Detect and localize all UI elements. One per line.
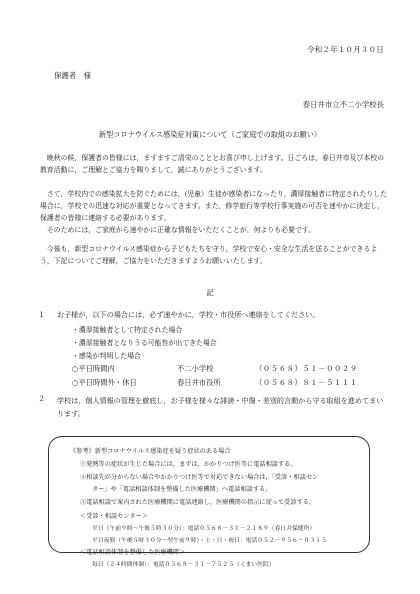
- item-text-2: 学校は，個人情報の管理を徹底し，お子様を様々な誹謗・中傷・差別的言動から守る取組を進めてまいります。: [57, 396, 384, 418]
- reference-line: ①発熱等の症状が生じた場合には，まずは，かかりつけ医等に電話相談する。: [80, 461, 297, 468]
- reference-title: 《参考》新型コロナウイルス感染症を疑う症状のある場合: [70, 448, 231, 455]
- contact-place-cityhall: 春日井市役所: [177, 378, 221, 387]
- reference-line: ②相談先が分からない場合やかかりつけ医等で対応できない場合は，「受診・相談セン: [80, 474, 319, 481]
- paragraph-background: さて，学校内での感染拡大を防ぐためには，(児童）生徒が感染者になったり，濃厚接触者に特定されたりした場合に，学校での迅速な対応が重要となってきます。また，修学旅行等学校行事実施の可否を速やかに決定し，保護者の皆様に連絡する必要があります。: [40, 190, 388, 222]
- list-item: ・濃厚接触者となりうる可能性が出てきた場合: [72, 339, 217, 347]
- contact-time-weekday: ○平日時間内: [72, 364, 115, 373]
- paragraph-request: そのためには，ご家庭から速やかに正確な情報をいただくことが，何よりも必要です。: [40, 226, 316, 234]
- contact-tel-school: （０５６８）５１－００２９: [255, 364, 358, 373]
- sender: 春日井市立不二小学校長: [302, 100, 384, 109]
- reference-line: ③電話相談で案内された医療機関に電話連絡し，医療機関の指示に従って受診する。: [80, 499, 316, 506]
- list-item: ・濃厚接触者として特定された場合: [72, 326, 183, 334]
- item-number-2: ２: [38, 394, 46, 403]
- contact-time-offhours: ○平日時間外・休日: [72, 378, 137, 387]
- recipient: 保護者 様: [54, 71, 91, 80]
- document-date: 令和２年１０月３０日: [307, 45, 384, 54]
- item-text-1: お子様が，以下の場合には，必ず速やかに，学校・市役所へ連絡をしてください。: [57, 310, 320, 319]
- list-item: ・感染が判明した場合: [72, 352, 141, 360]
- contact-tel-cityhall: （０５６８）８１－５１１１: [255, 378, 358, 387]
- center-heading: ＜受診・相談センター＞: [80, 513, 148, 520]
- clinic-heading: ＜電話相談体制を整備した医療機関＞: [80, 549, 186, 556]
- clinic-line: 毎日（２４時間体制）：電話０５６８－３１－７５２５（くまい医院）: [92, 562, 275, 568]
- ki-heading: 記: [206, 288, 214, 297]
- center-line: 平日（午前９時～午後５時３０分）：電話０５６８－３１－２１８９（春日井保健所）: [92, 526, 316, 532]
- center-line: 平日夜間（午後５時３０分～翌午前９時）・土・日・祝日：電話０５２－９５６－０３１５: [92, 538, 327, 544]
- item-number-1: １: [38, 310, 46, 319]
- contact-place-school: 不二小学校: [177, 364, 214, 373]
- reference-line: ター」や「電話相談体制を整備した医療機関」へ電話相談する。: [92, 486, 272, 493]
- paragraph-closing: 今後も，新型コロナウイルス感染症から子どもたちを守り，学校で安心・安全な生活を送ることができるよう，下記についてご理解，ご協力をいただきますようお願いいたします。: [40, 245, 378, 265]
- document-title: 新型コロナウイルス感染症対策について（ご家庭での取組のお願い）: [98, 130, 322, 139]
- paragraph-greeting: 晩秋の候，保護者の皆様には，ますますご清栄のこととお喜び申し上げます。日ごろは，春日井市及び本校の教育活動に，ご理解とご協力を賜りまして，誠にありがとうございます。: [40, 154, 384, 174]
